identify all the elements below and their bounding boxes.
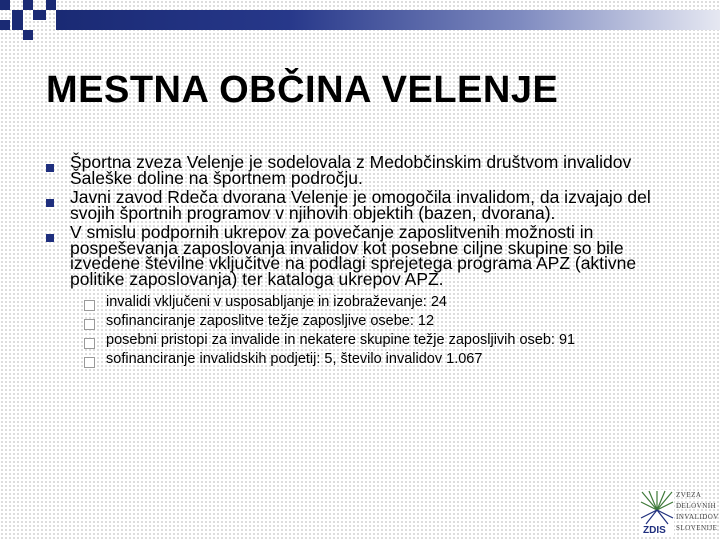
checkbox-bullet-icon	[84, 338, 95, 349]
sub-bullet-item	[84, 352, 678, 368]
sub-bullet-text: sofinanciranje zaposlitve težje zaposljive osebe: 12	[106, 313, 435, 329]
decor-square	[23, 30, 33, 40]
bullet-list	[46, 152, 678, 371]
sub-bullet-item	[84, 333, 678, 349]
header-gradient-bar	[56, 10, 720, 30]
sub-bullet-item	[84, 314, 678, 330]
decor-square	[12, 10, 23, 30]
square-bullet-icon	[46, 164, 54, 172]
logo-line: INVALIDOV	[676, 513, 719, 521]
logo-line: ZVEZA	[676, 491, 702, 499]
slide-title: MESTNA OBČINA VELENJE	[46, 69, 559, 111]
bullet-item	[46, 222, 678, 289]
sub-bullet-list	[84, 295, 678, 368]
checkbox-bullet-icon	[84, 357, 95, 368]
bullet-text: Športna zveza Velenje je sodelovala z Medobčinskim društvom invalidov Šaleške doline na športnem področju.	[70, 152, 632, 188]
logo-line: SLOVENIJE	[676, 524, 718, 532]
decor-square	[0, 0, 10, 10]
bullet-text: Javni zavod Rdeča dvorana Velenje je omogočila invalidom, da izvajajo del svojih športnih programov v njihovih objektih (bazen, dvorana).	[70, 187, 651, 223]
square-bullet-icon	[46, 199, 54, 207]
zdis-logo	[640, 490, 719, 538]
sub-bullet-item	[84, 295, 678, 311]
decor-square	[46, 0, 56, 10]
square-bullet-icon	[46, 234, 54, 242]
logo-mark-text: ZDIS	[643, 525, 666, 536]
logo-line: DELOVNIH	[676, 502, 717, 510]
decor-square	[0, 20, 10, 30]
sub-bullet-text: invalidi vključeni v usposabljanje in izobraževanje: 24	[106, 294, 447, 310]
bullet-text: V smislu podpornih ukrepov za povečanje zaposlitvenih možnosti in pospeševanja zaposlovanja invalidov kot posebne ciljne skupine so bile izvedene številne vključitve na podlagi sprejetega programa APZ (aktivne politike zaposlovanja) ter kataloga ukrepov APZ.	[70, 222, 637, 289]
sub-bullet-text: sofinanciranje invalidskih podjetij: 5, število invalidov 1.067	[106, 351, 483, 367]
logo-text	[676, 490, 719, 534]
checkbox-bullet-icon	[84, 300, 95, 311]
decor-square	[23, 0, 33, 10]
header-decoration	[0, 0, 720, 40]
checkbox-bullet-icon	[84, 319, 95, 330]
bullet-item	[46, 152, 678, 188]
bullet-item	[46, 187, 678, 223]
sub-bullet-text: posebni pristopi za invalide in nekatere skupine težje zaposljivih oseb: 91	[106, 332, 576, 348]
decor-square	[33, 10, 46, 20]
